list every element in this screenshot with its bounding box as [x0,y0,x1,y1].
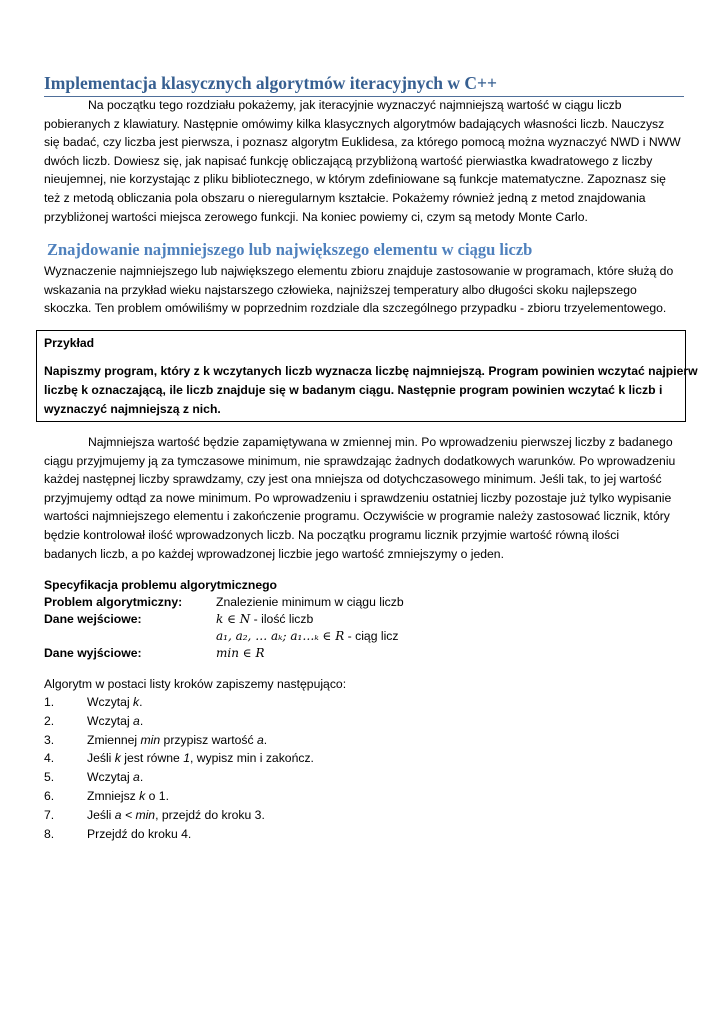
text-line: Napiszmy program, który z k wczytanych liczb wyznacza liczbę najmniejszą. Program powinien wczytać najpierw [44,364,698,378]
text-line: nieujemnej, nie korzystając z pliku bibliotecznego, w którym zdefiniowane są funkcje matematyczne. Zapoznasz się [44,172,666,187]
text-line: każdej następnej liczby sprawdzamy, czy jest ona mniejsza od dotychczasowego minimum. Jeśli tak, to jej wartość [44,472,662,487]
example-box [36,330,698,422]
step-number: 6. [44,788,55,803]
step-text: Wczytaj a. [87,713,144,728]
text-line: Na początku tego rozdziału pokażemy, jak iteracyjnie wyznaczyć najmniejszą wartość w ciągu liczb [88,98,622,112]
problem-label: Problem algorytmiczny: [44,595,183,609]
input-k-description: - ilość liczb [250,612,314,626]
text-line: też z metodą obliczania pola obszaru o nieregularnym kształcie. Pokażemy również jedną z metod znajdowania [44,190,646,205]
text-line: przybliżonej wartości miejsca zerowego funkcji. Na koniec powiemy ci, czym są metody Monte Carlo. [44,209,588,224]
chapter-heading: Implementacja klasycznych algorytmów iteracyjnych w C++ [44,73,684,97]
body-paragraph [44,433,684,563]
section-heading: Znajdowanie najmniejszego lub największego elementu w ciągu liczb [47,240,533,259]
input-sequence [216,629,398,643]
text-line: wartości najmniejszego elementu i zakończenie programu. Oczywiście w programie należy zastosować licznik, który [44,509,670,524]
step-number: 4. [44,751,55,766]
step-text: Jeśli a < min, przejdź do kroku 3. [87,807,265,822]
step-text: Jeśli k jest równe 1, wypisz min i zakończ. [87,751,314,766]
step-text: Zmiennej min przypisz wartość a. [87,732,268,747]
text-line: skoczka. Ten problem omówiliśmy w poprzednim rozdziale dla szczególnego przypadku - zbioru trzyelementowego. [44,301,667,316]
text-line: przyjmujemy odtąd za nowe minimum. Po wprowadzeniu i sprawdzeniu ostatniej liczby pozostaje już tylko wypisanie [44,490,672,505]
text-line: liczbę k oznaczającą, ile liczb znajduje się w badanym ciągu. Następnie program powinien wczytać k liczb i [44,383,663,397]
step-number: 8. [44,826,55,841]
text-line: się badać, czy liczba jest pierwsza, i poznasz algorytm Euklidesa, za którego pomocą można wyznaczyć NWD i NWW [44,135,681,150]
step-text: Zmniejsz k o 1. [87,788,169,803]
specification-block [44,578,684,663]
input-k [216,612,313,626]
text-line: pobieranych z klawiatury. Następnie omówimy kilka klasycznych algorytmów badających własności liczb. Nauczysz [44,116,665,131]
input-k-formula: k ∈ N [216,612,251,626]
algorithm-intro: Algorytm w postaci listy kroków zapiszemy następująco: [44,677,347,691]
step-number: 7. [44,807,55,822]
step-number: 5. [44,770,55,785]
step-text: Wczytaj a. [87,770,144,785]
step-number: 1. [44,695,55,709]
output-formula: min ∈ R [216,646,265,660]
step-number: 3. [44,732,55,747]
text-line: Wyznaczenie najmniejszego lub największego elementu zbioru znajduje zastosowanie w programach, które służą do [44,264,674,278]
text-line: dwóch liczb. Dowiesz się, jak napisać funkcję obliczającą przybliżoną wartość pierwiastka kwadratowego z liczby [44,153,653,168]
input-sequence-description: - ciąg licz [344,629,399,643]
text-line: Najmniejsza wartość będzie zapamiętywana w zmiennej min. Po wprowadzeniu pierwszej liczby z badanego [88,435,673,449]
intro-paragraph [44,96,684,226]
spec-title: Specyfikacja problemu algorytmicznego [44,578,277,592]
step-text: Wczytaj k. [87,695,143,709]
output-label: Dane wyjściowe: [44,646,142,660]
text-line: ciągu przyjmujemy ją za tymczasowe minimum, nie sprawdzając żadnych dodatkowych warunków. Po wprowadzeniu [44,453,676,468]
text-line: będzie kontrolował ilość wprowadzonych liczb. Na początku programu licznik przyjmie wartość równą ilości [44,527,620,542]
output-value [216,646,265,660]
text-line: wskazania na przykład wieku najstarszego człowieka, najniższej temperatury albo długości skoku najlepszego [44,282,637,297]
example-body [44,362,698,419]
section-paragraph [44,262,684,318]
example-title: Przykład [44,336,95,350]
text-line: wyznaczyć najmniejszą z nich. [44,402,221,416]
text-line: badanych liczb, a po każdej wprowadzonej liczbie jego wartość zmniejszymy o jeden. [44,546,504,561]
step-number: 2. [44,713,55,728]
step-text: Przejdź do kroku 4. [87,826,192,841]
input-label: Dane wejściowe: [44,612,142,626]
problem-value: Znalezienie minimum w ciągu liczb [216,595,404,609]
input-sequence-formula: a₁, a₂, … aₖ; a₁…ₖ ∈ R [216,629,345,643]
